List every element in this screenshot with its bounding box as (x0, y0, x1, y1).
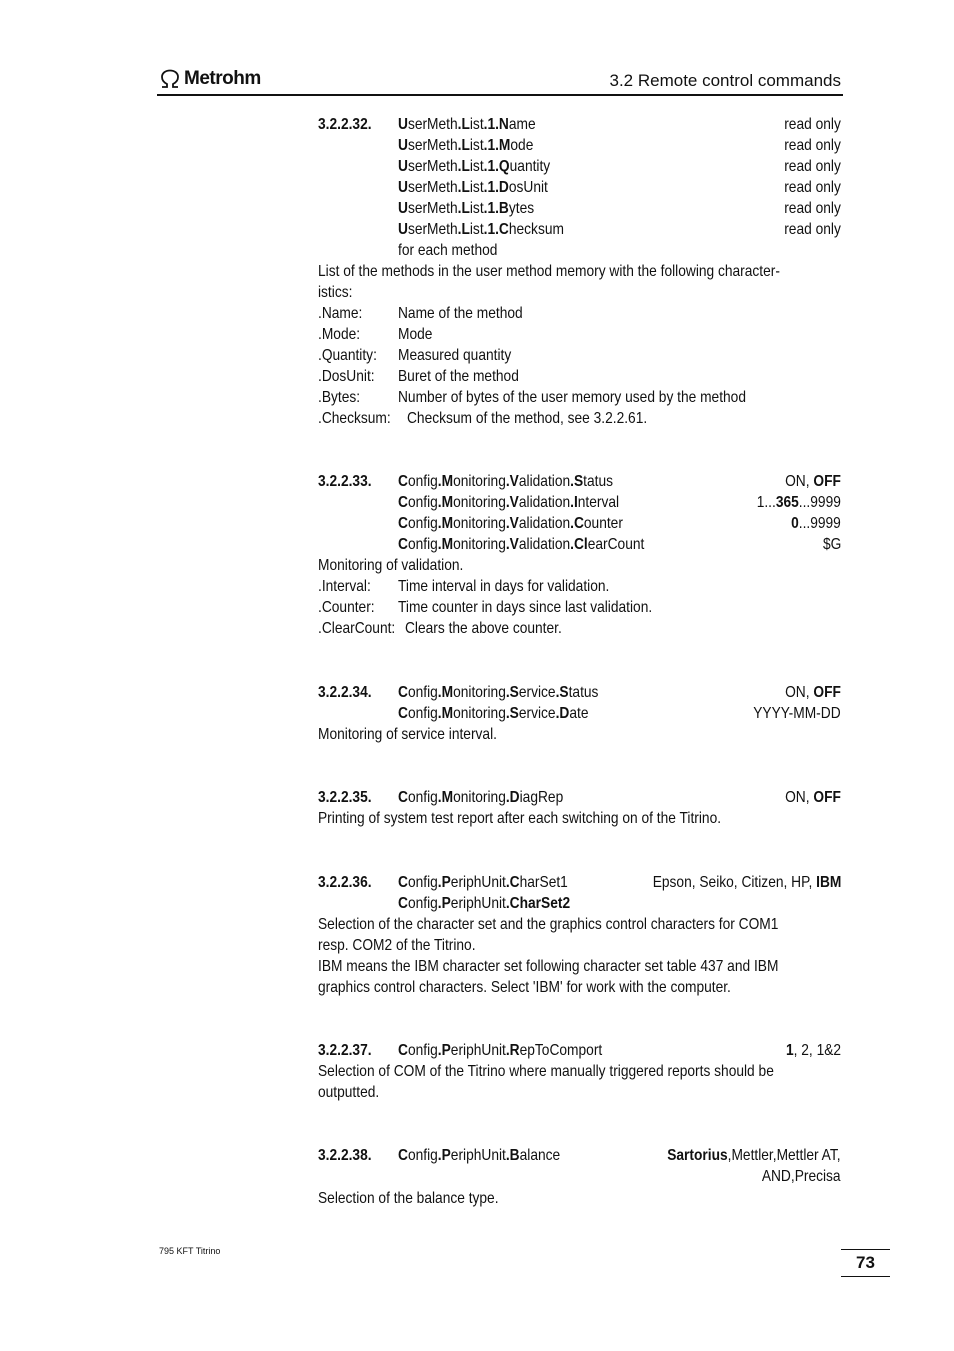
description-line: istics: (318, 284, 353, 301)
omega-icon (159, 69, 181, 89)
command-row (318, 513, 841, 534)
description-line: Selection of the character set and the graphics control characters for COM1 (318, 916, 779, 933)
section-3-2-2-35 (318, 787, 841, 829)
command-value: read only (784, 158, 841, 175)
command-name: UserMeth.List.1.Bytes (398, 200, 535, 217)
description-line: Selection of COM of the Titrino where manually triggered reports should be (318, 1063, 774, 1080)
command-row (318, 156, 841, 177)
command-row (318, 534, 841, 555)
command-name: Config.Monitoring.DiagRep (398, 789, 564, 806)
definition-row: .Counter: Time counter in days since last validation. (318, 599, 653, 616)
description-line: IBM means the IBM character set following character set table 437 and IBM (318, 958, 779, 975)
command-value: Sartorius,Mettler,Mettler AT, (667, 1147, 841, 1164)
section-3-2-2-32 (318, 114, 841, 429)
description-line: Printing of system test report after each switching on of the Titrino. (318, 810, 722, 827)
command-value: 1, 2, 1&2 (785, 1042, 841, 1059)
command-row (318, 872, 841, 893)
page-number: 73 (841, 1249, 890, 1277)
command-row (318, 893, 841, 914)
definition-row: .Name: Name of the method (318, 305, 523, 322)
command-name: Config.Monitoring.Validation.Interval (398, 494, 620, 511)
description-line: List of the methods in the user method memory with the following character- (318, 263, 780, 280)
command-value: read only (784, 179, 841, 196)
command-value: ON, OFF (785, 473, 841, 490)
section-number: 3.2.2.37. (318, 1042, 372, 1059)
section-number: 3.2.2.33. (318, 473, 372, 490)
command-row (318, 114, 841, 135)
section-3-2-2-34 (318, 682, 841, 745)
section-number: 3.2.2.38. (318, 1147, 372, 1164)
definition-row: .Mode: Mode (318, 326, 433, 343)
command-value: ON, OFF (785, 684, 841, 701)
definition-row: .ClearCount: Clears the above counter. (318, 620, 562, 637)
command-row (318, 1040, 841, 1061)
definition-row: .Checksum: Checksum of the method, see 3.2.2.61. (318, 410, 648, 427)
command-row (318, 682, 841, 703)
command-row (318, 703, 841, 724)
definition-row: .Bytes: Number of bytes of the user memory used by the method (318, 389, 746, 406)
command-name: UserMeth.List.1.Quantity (398, 158, 551, 175)
command-name: Config.PeriphUnit.Balance (398, 1147, 561, 1164)
section-number: 3.2.2.36. (318, 874, 372, 891)
footer-product: 795 KFT Titrino (159, 1246, 221, 1256)
page-header (157, 64, 843, 96)
header-section-title: 3.2 Remote control commands (609, 71, 841, 90)
description-line: Monitoring of validation. (318, 557, 464, 574)
command-value: ON, OFF (785, 789, 841, 806)
description-line: Selection of the balance type. (318, 1190, 499, 1207)
section-3-2-2-33 (318, 471, 841, 639)
command-value: YYYY-MM-DD (753, 705, 841, 722)
command-name: Config.Monitoring.Validation.ClearCount (398, 536, 645, 553)
command-row (318, 1145, 841, 1166)
command-value: 0...9999 (791, 515, 841, 532)
command-row (318, 787, 841, 808)
command-name: Config.Monitoring.Validation.Counter (398, 515, 623, 532)
definition-row: .Quantity: Measured quantity (318, 347, 512, 364)
definition-row: .DosUnit: Buret of the method (318, 368, 519, 385)
command-name: Config.Monitoring.Service.Date (398, 705, 589, 722)
command-value: Epson, Seiko, Citizen, HP, IBM (652, 874, 841, 891)
command-row (318, 135, 841, 156)
command-row (318, 219, 841, 240)
description-line: graphics control characters. Select 'IBM' for work with the computer. (318, 979, 731, 996)
command-name: UserMeth.List.1.DosUnit (398, 179, 548, 196)
command-value: read only (784, 200, 841, 217)
command-row (318, 471, 841, 492)
command-name: UserMeth.List.1.Mode (398, 137, 534, 154)
description-line: resp. COM2 of the Titrino. (318, 937, 476, 954)
command-note: for each method (398, 242, 498, 259)
section-3-2-2-36 (318, 872, 841, 998)
description-line: Monitoring of service interval. (318, 726, 497, 743)
command-value: read only (784, 137, 841, 154)
command-name: UserMeth.List.1.Checksum (398, 221, 564, 238)
section-3-2-2-38 (318, 1145, 841, 1209)
command-name: Config.PeriphUnit.CharSet1 (398, 874, 568, 891)
command-name: Config.Monitoring.Validation.Status (398, 473, 613, 490)
command-row (318, 177, 841, 198)
section-number: 3.2.2.34. (318, 684, 372, 701)
command-value: read only (784, 221, 841, 238)
command-name: UserMeth.List.1.Name (398, 116, 536, 133)
command-value: read only (784, 116, 841, 133)
command-row (318, 492, 841, 513)
section-number: 3.2.2.32. (318, 116, 372, 133)
command-value-continuation: AND,Precisa (762, 1168, 841, 1185)
section-number: 3.2.2.35. (318, 789, 372, 806)
logo-text: Metrohm (184, 68, 261, 89)
metrohm-logo (159, 68, 261, 90)
section-3-2-2-37 (318, 1040, 841, 1103)
command-row (318, 198, 841, 219)
command-name: Config.PeriphUnit.RepToComport (398, 1042, 603, 1059)
description-line: outputted. (318, 1084, 380, 1101)
command-name: Config.Monitoring.Service.Status (398, 684, 599, 701)
command-value: 1...365...9999 (756, 494, 841, 511)
definition-row: .Interval: Time interval in days for validation. (318, 578, 610, 595)
command-value: $G (822, 536, 841, 553)
command-name: Config.PeriphUnit.CharSet2 (398, 895, 571, 912)
